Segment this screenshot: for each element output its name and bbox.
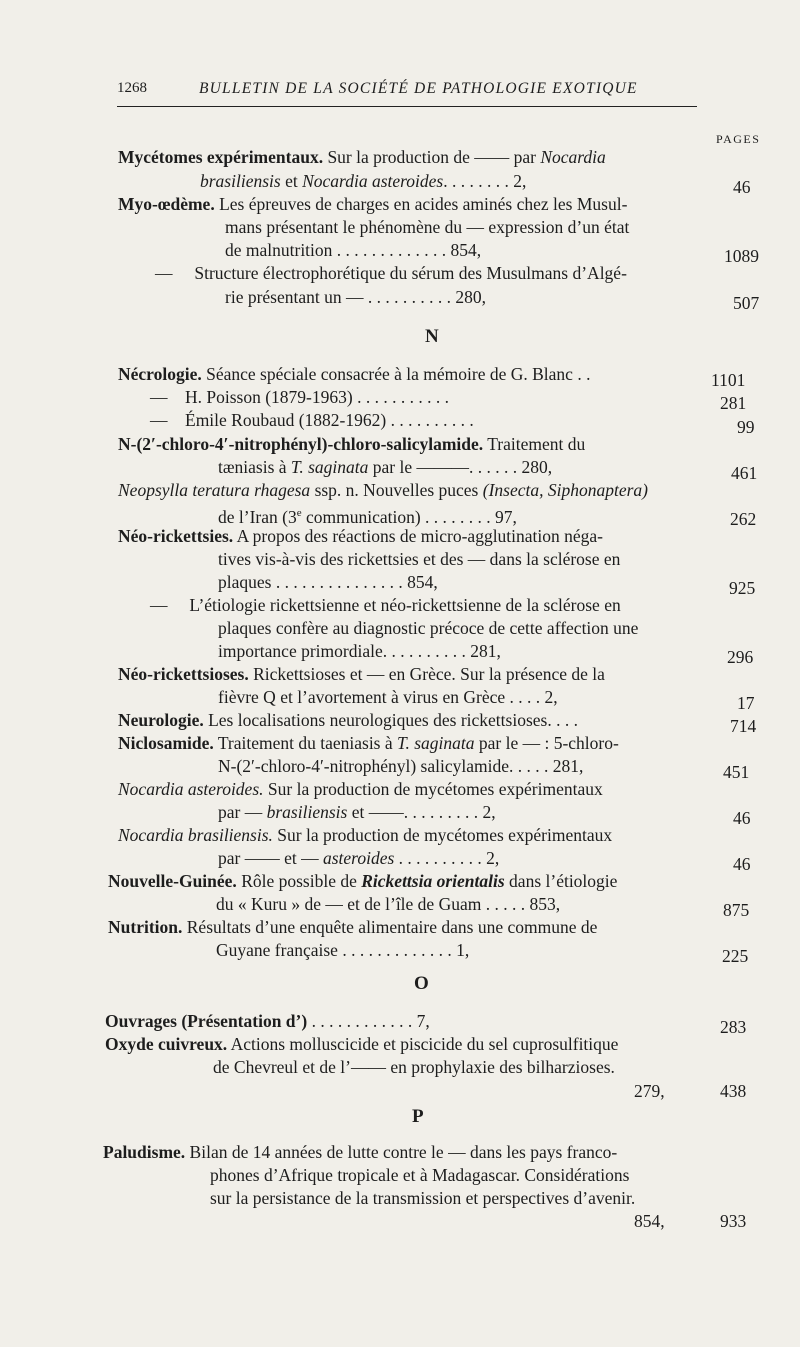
index-line: Niclosamide. Traitement du taeniasis à T. saginata par le — : 5-chloro- (118, 733, 619, 753)
index-line: Nouvelle-Guinée. Rôle possible de Rickettsia orientalis dans l’étiologie (108, 871, 618, 891)
index-line: — Structure électrophorétique du sérum des Musulmans d’Algé- (155, 263, 627, 283)
index-line: N-(2′-chloro-4′-nitrophényl)-chloro-salicylamide. Traitement du (118, 434, 586, 454)
page-reference: 281 (720, 393, 747, 413)
page-reference: 99 (737, 417, 755, 437)
index-line: — Émile Roubaud (1882-1962) . . . . . . . . . . (150, 410, 474, 430)
page-reference: 451 (723, 762, 750, 782)
index-line: rie présentant un — . . . . . . . . . . 280, (225, 287, 486, 307)
index-line: par — brasiliensis et ——. . . . . . . . . 2, (218, 802, 496, 822)
page-reference: 1089 (724, 246, 759, 266)
index-line: sur la persistance de la transmission et perspectives d’avenir. (210, 1188, 636, 1208)
index-line: par —— et — asteroides . . . . . . . . . . 2, (218, 848, 500, 868)
page-reference: 46 (733, 808, 751, 828)
index-line: du « Kuru » de — et de l’île de Guam . . . . . 853, (216, 894, 561, 914)
index-line: de malnutrition . . . . . . . . . . . . . 854, (225, 240, 482, 260)
page-reference: 296 (727, 647, 754, 667)
index-line: — H. Poisson (1879-1963) . . . . . . . . . . . (150, 387, 449, 407)
index-line: brasiliensis et Nocardia asteroides. . . . . . . . 2, (200, 171, 527, 191)
pages-column-header: PAGES (716, 132, 761, 146)
page-reference: 1101 (711, 370, 746, 390)
index-line: Nutrition. Résultats d’une enquête alimentaire dans une commune de (108, 917, 598, 937)
page-reference: 461 (731, 463, 758, 483)
index-line: tæniasis à T. saginata par le ———. . . . . . 280, (218, 457, 553, 477)
page-reference: 46 (733, 854, 751, 874)
page-reference: 714 (730, 716, 757, 736)
index-line: Ouvrages (Présentation d’) . . . . . . . . . . . . 7, (105, 1011, 430, 1031)
page-reference: 225 (722, 946, 749, 966)
page-reference: 933 (720, 1211, 747, 1231)
index-line: Nocardia brasiliensis. Sur la production de mycétomes expérimentaux (118, 825, 613, 845)
index-line: 854, (634, 1211, 665, 1231)
index-line: tives vis-à-vis des rickettsies et des — dans la sclérose en (218, 549, 621, 569)
index-line: Oxyde cuivreux. Actions molluscicide et piscicide du sel cuprosulfitique (105, 1034, 619, 1054)
index-line: importance primordiale. . . . . . . . . . 281, (218, 641, 501, 661)
index-line: plaques . . . . . . . . . . . . . . . 854, (218, 572, 438, 592)
index-line: 279, (634, 1081, 665, 1101)
index-line: de l’Iran (3e communication) . . . . . . . . 97, (218, 506, 517, 527)
index-line: phones d’Afrique tropicale et à Madagascar. Considérations (210, 1165, 630, 1185)
section-letter: P (412, 1106, 424, 1127)
index-line: plaques confère au diagnostic précoce de cette affection une (218, 618, 639, 638)
index-line: Myo-œdème. Les épreuves de charges en acides aminés chez les Musul- (118, 194, 628, 214)
index-line: Mycétomes expérimentaux. Sur la production de —— par Nocardia (118, 147, 606, 167)
page-reference: 925 (729, 578, 756, 598)
running-header (117, 78, 697, 107)
section-letter: O (414, 973, 429, 994)
page-reference: 46 (733, 177, 751, 197)
page-number: 1268 (117, 80, 147, 96)
index-line: Nocardia asteroides. Sur la production de mycétomes expérimentaux (118, 779, 603, 799)
page-reference: 438 (720, 1081, 747, 1101)
index-line: Néo-rickettsioses. Rickettsioses et — en Grèce. Sur la présence de la (118, 664, 605, 684)
page-reference: 283 (720, 1017, 747, 1037)
index-line: Guyane française . . . . . . . . . . . . . 1, (216, 940, 470, 960)
index-line: Nécrologie. Séance spéciale consacrée à la mémoire de G. Blanc . . (118, 364, 591, 384)
index-line: Néo-rickettsies. A propos des réactions de micro-agglutination néga- (118, 526, 604, 546)
page-reference: 262 (730, 509, 757, 529)
index-line: Paludisme. Bilan de 14 années de lutte contre le — dans les pays franco- (103, 1142, 618, 1162)
page-reference: 875 (723, 900, 750, 920)
index-line: de Chevreul et de l’—— en prophylaxie des bilharzioses. (213, 1057, 615, 1077)
index-line: — L’étiologie rickettsienne et néo-rickettsienne de la sclérose en (150, 595, 621, 615)
page-reference: 17 (737, 693, 755, 713)
index-line: N-(2′-chloro-4′-nitrophényl) salicylamide. . . . . 281, (218, 756, 584, 776)
index-line: mans présentant le phénomène du — expression d’un état (225, 217, 630, 237)
index-line: Neurologie. Les localisations neurologiques des rickettsioses. . . . (118, 710, 578, 730)
index-line: fièvre Q et l’avortement à virus en Grèce . . . . 2, (218, 687, 558, 707)
index-line: Neopsylla teratura rhagesa ssp. n. Nouvelles puces (Insecta, Siphonaptera) (118, 480, 648, 500)
page-reference: 507 (733, 293, 760, 313)
journal-title: BULLETIN DE LA SOCIÉTÉ DE PATHOLOGIE EXOTIQUE (199, 80, 638, 97)
section-letter: N (425, 326, 439, 347)
